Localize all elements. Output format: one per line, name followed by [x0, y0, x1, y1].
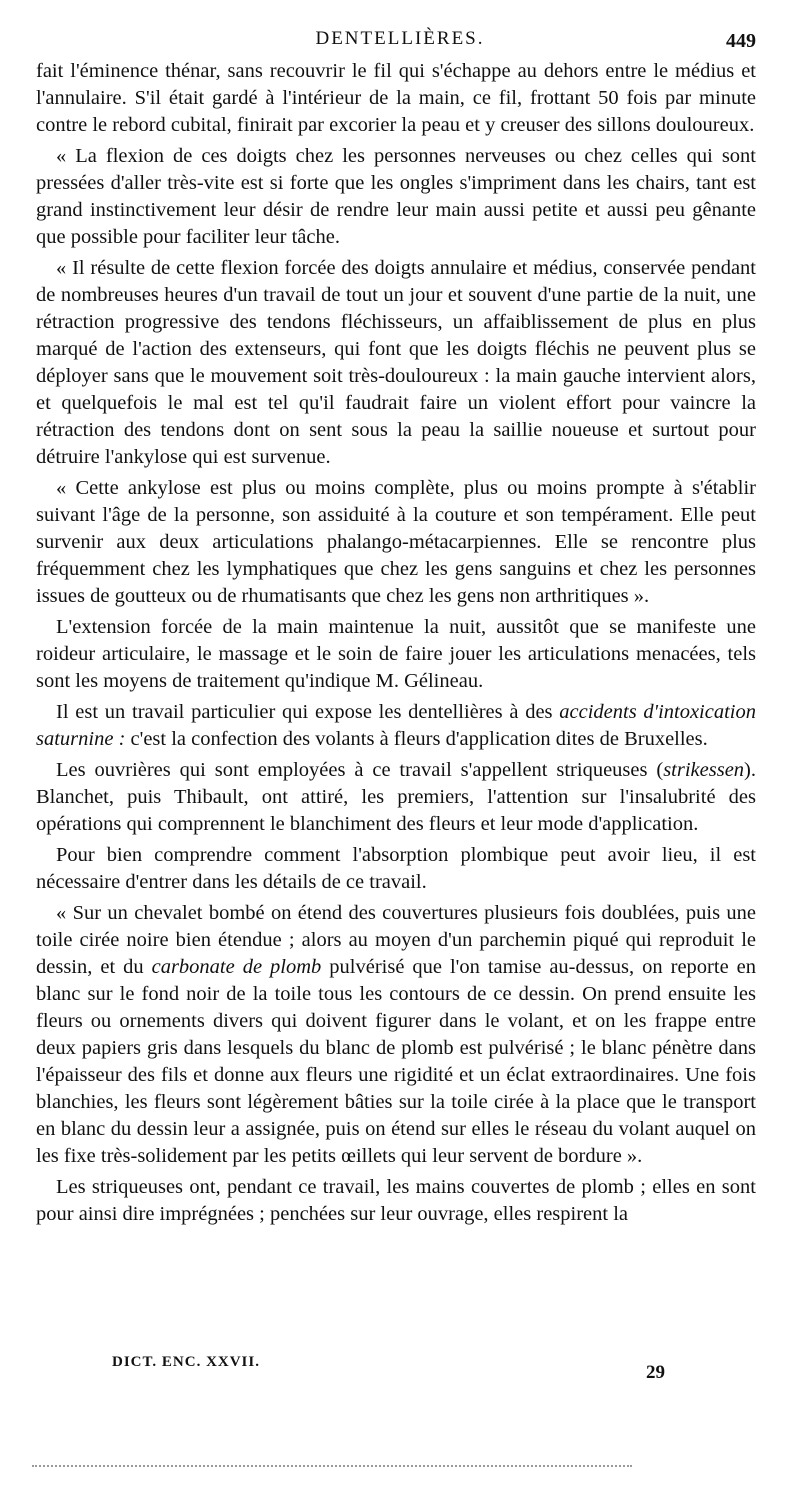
paragraph — [36, 475, 756, 610]
text-run: Pour bien comprendre comment l'absorption plombique peut avoir lieu, il est nécessaire d'entrer dans les détails de ce travail. — [36, 844, 756, 893]
italic-text: carbonate de plomb — [151, 956, 322, 978]
text-run: Il est un travail particulier qui expose les dentellières à des — [56, 701, 560, 723]
paragraph — [36, 614, 756, 695]
paragraph — [36, 1174, 756, 1228]
paragraph — [36, 842, 756, 896]
paragraph — [36, 900, 756, 1170]
text-run: « Il résulte de cette flexion forcée des doigts annulaire et médius, conservée pendant de nombreuses heures d'un travail de tout un jour et souvent d'une partie de la nuit, une rétraction progressive des tendons fléchisseurs, un affaiblissement de plus en plus marqué de l'action des extenseurs, qui font que les doigts fléchis ne peuvent plus se déployer sans que le mouvement soit très-douloureux : la main gauche intervient alors, et quelquefois le mal est tel qu'il faudrait faire un violent effort pour vaincre la rétraction des tendons dont on sent sous la peau la saillie noueuse et surtout pour détruire l'ankylose qui est survenue. — [36, 257, 756, 468]
text-run: pulvérisé que l'on tamise au-dessus, on reporte en blanc sur le fond noir de la toile tous les contours de ce dessin. On prend ensuite les fleurs ou ornements divers qui doivent figurer dans le volant, et on les frappe entre deux papiers gris dans lesquels du blanc de plomb est pulvérisé ; le blanc pénètre dans l'épaisseur des fils et donne aux fleurs une rigidité et un éclat extraordinaires. Une fois blanchies, les fleurs sont légèrement bâties sur la toile cirée à la place que le transport en blanc du dessin leur a assignée, puis on étend sur elles le réseau du volant auquel on les fixe très-solidement par les petits œillets qui leur servent de bordure ». — [36, 956, 756, 1167]
text-run: fait l'éminence thénar, sans recouvrir le fil qui s'échappe au dehors entre le médius et l'annulaire. S'il était gardé à l'intérieur de la main, ce fil, frottant 50 fois par minute contre le rebord cubital, finirait par excorier la peau et y creuser des sillons douloureux. — [36, 60, 756, 136]
text-run: c'est la confection des volants à fleurs d'application dites de Bruxelles. — [125, 728, 708, 750]
printer-signature: DICT. ENC. XXVII. — [112, 1354, 260, 1370]
text-run: L'extension forcée de la main maintenue la nuit, aussitôt que se manifeste une roideur articulaire, le massage et le soin de faire jouer les articulations menacées, tels sont les moyens de traitement qu'indique M. Gélineau. — [36, 616, 756, 692]
running-title: DENTELLIÈRES. — [315, 28, 485, 49]
running-head — [0, 28, 800, 56]
page-number: 449 — [726, 30, 756, 52]
paragraph — [36, 255, 756, 471]
signature-number: 29 — [646, 1362, 665, 1383]
paragraph — [36, 699, 756, 753]
text-run: Les ouvrières qui sont employées à ce travail s'appellent striqueuses ( — [56, 759, 664, 781]
italic-text: accidents d'intoxication saturnine : — [36, 701, 756, 750]
paragraph — [36, 143, 756, 251]
text-run: « Cette ankylose est plus ou moins complète, plus ou moins prompte à s'établir suivant l'âge de la personne, son assiduité à la couture et son tempérament. Elle peut survenir aux deux articulations phalango-métacarpiennes. Elle se rencontre plus fréquemment chez les lymphatiques que chez les gens sanguins et chez les personnes issues de goutteux ou de rhumatisants que chez les gens non arthritiques ». — [36, 477, 756, 607]
italic-text: strikessen — [663, 759, 745, 781]
text-run: ). Blanchet, puis Thibault, ont attiré, les premiers, l'attention sur l'insalubrité des opérations qui comprennent le blanchiment des fleurs et leur mode d'application. — [36, 759, 756, 835]
paragraph — [36, 58, 756, 139]
text-run: « La flexion de ces doigts chez les personnes nerveuses ou chez celles qui sont pressées d'aller très-vite est si forte que les ongles s'impriment dans les chairs, tant est grand instinctivement leur désir de rendre leur main aussi petite et aussi peu gênante que possible pour faciliter leur tâche. — [36, 145, 756, 248]
text-run: « Sur un chevalet bombé on étend des couvertures plusieurs fois doublées, puis une toile cirée noire bien étendue ; alors au moyen d'un parchemin piqué qui reproduit le dessin, et du — [36, 902, 756, 978]
scan-artifact-rule — [32, 1465, 632, 1467]
page-footer — [0, 1350, 800, 1390]
paragraph — [36, 757, 756, 838]
body-text — [36, 58, 756, 1232]
text-run: Les striqueuses ont, pendant ce travail, les mains couvertes de plomb ; elles en sont pour ainsi dire imprégnées ; penchées sur leur ouvrage, elles respirent la — [36, 1176, 756, 1225]
